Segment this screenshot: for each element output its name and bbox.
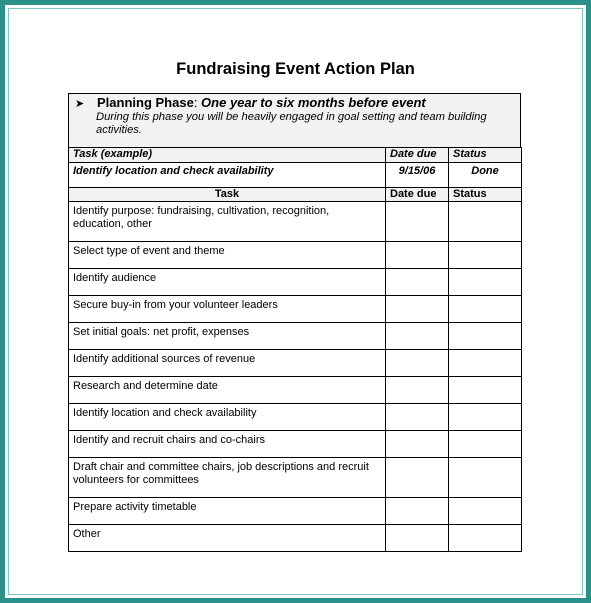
date-due-cell[interactable] xyxy=(386,431,449,458)
task-row xyxy=(69,498,522,525)
example-header-row xyxy=(69,148,522,163)
task-cell: Identify purpose: fundraising, cultivation, recognition, education, other xyxy=(69,202,386,242)
status-cell[interactable] xyxy=(449,350,522,377)
date-due-cell[interactable] xyxy=(386,269,449,296)
task-cell: Identify audience xyxy=(69,269,386,296)
action-plan-table xyxy=(68,147,522,552)
date-due-cell[interactable] xyxy=(386,323,449,350)
date-due-cell[interactable] xyxy=(386,458,449,498)
example-row xyxy=(69,163,522,188)
task-row xyxy=(69,525,522,552)
task-row xyxy=(69,323,522,350)
example-date-header: Date due xyxy=(386,148,449,163)
task-cell: Identify location and check availability xyxy=(69,404,386,431)
status-cell[interactable] xyxy=(449,431,522,458)
task-row xyxy=(69,350,522,377)
status-column-header: Status xyxy=(449,188,522,202)
document-title: Fundraising Event Action Plan xyxy=(176,60,415,78)
task-row xyxy=(69,202,522,242)
date-due-cell[interactable] xyxy=(386,202,449,242)
date-due-cell[interactable] xyxy=(386,377,449,404)
phase-label: Planning Phase xyxy=(97,95,194,110)
status-cell[interactable] xyxy=(449,296,522,323)
status-cell[interactable] xyxy=(449,242,522,269)
date-due-column-header: Date due xyxy=(386,188,449,202)
task-row xyxy=(69,242,522,269)
task-row xyxy=(69,431,522,458)
task-row xyxy=(69,458,522,498)
task-row xyxy=(69,404,522,431)
task-cell: Identify and recruit chairs and co-chairs xyxy=(69,431,386,458)
task-row xyxy=(69,296,522,323)
date-due-cell[interactable] xyxy=(386,525,449,552)
date-due-cell[interactable] xyxy=(386,296,449,323)
arrow-bullet-icon: ➤ xyxy=(75,98,85,110)
date-due-cell[interactable] xyxy=(386,350,449,377)
status-cell[interactable] xyxy=(449,323,522,350)
status-cell[interactable] xyxy=(449,458,522,498)
date-due-cell[interactable] xyxy=(386,242,449,269)
status-cell[interactable] xyxy=(449,498,522,525)
phase-box xyxy=(68,93,521,148)
task-cell: Secure buy-in from your volunteer leaders xyxy=(69,296,386,323)
status-cell[interactable] xyxy=(449,525,522,552)
task-cell: Select type of event and theme xyxy=(69,242,386,269)
task-cell: Identify additional sources of revenue xyxy=(69,350,386,377)
example-task-header: Task (example) xyxy=(69,148,386,163)
example-task-cell: Identify location and check availability xyxy=(69,163,386,188)
phase-separator: : xyxy=(193,95,202,110)
example-status-cell: Done xyxy=(449,163,522,188)
phase-heading xyxy=(75,95,426,110)
phase-timeframe: One year to six months before event xyxy=(201,95,426,110)
task-column-header: Task xyxy=(69,188,386,202)
task-cell: Research and determine date xyxy=(69,377,386,404)
example-date-cell: 9/15/06 xyxy=(386,163,449,188)
status-cell[interactable] xyxy=(449,377,522,404)
date-due-cell[interactable] xyxy=(386,404,449,431)
task-cell: Prepare activity timetable xyxy=(69,498,386,525)
task-row xyxy=(69,269,522,296)
task-header-row xyxy=(69,188,522,202)
example-status-header: Status xyxy=(449,148,522,163)
task-cell: Other xyxy=(69,525,386,552)
status-cell[interactable] xyxy=(449,269,522,296)
phase-description: During this phase you will be heavily engaged in goal setting and team building activities. xyxy=(96,111,487,136)
task-row xyxy=(69,377,522,404)
task-cell: Set initial goals: net profit, expenses xyxy=(69,323,386,350)
task-cell: Draft chair and committee chairs, job descriptions and recruit volunteers for committees xyxy=(69,458,386,498)
status-cell[interactable] xyxy=(449,404,522,431)
date-due-cell[interactable] xyxy=(386,498,449,525)
status-cell[interactable] xyxy=(449,202,522,242)
